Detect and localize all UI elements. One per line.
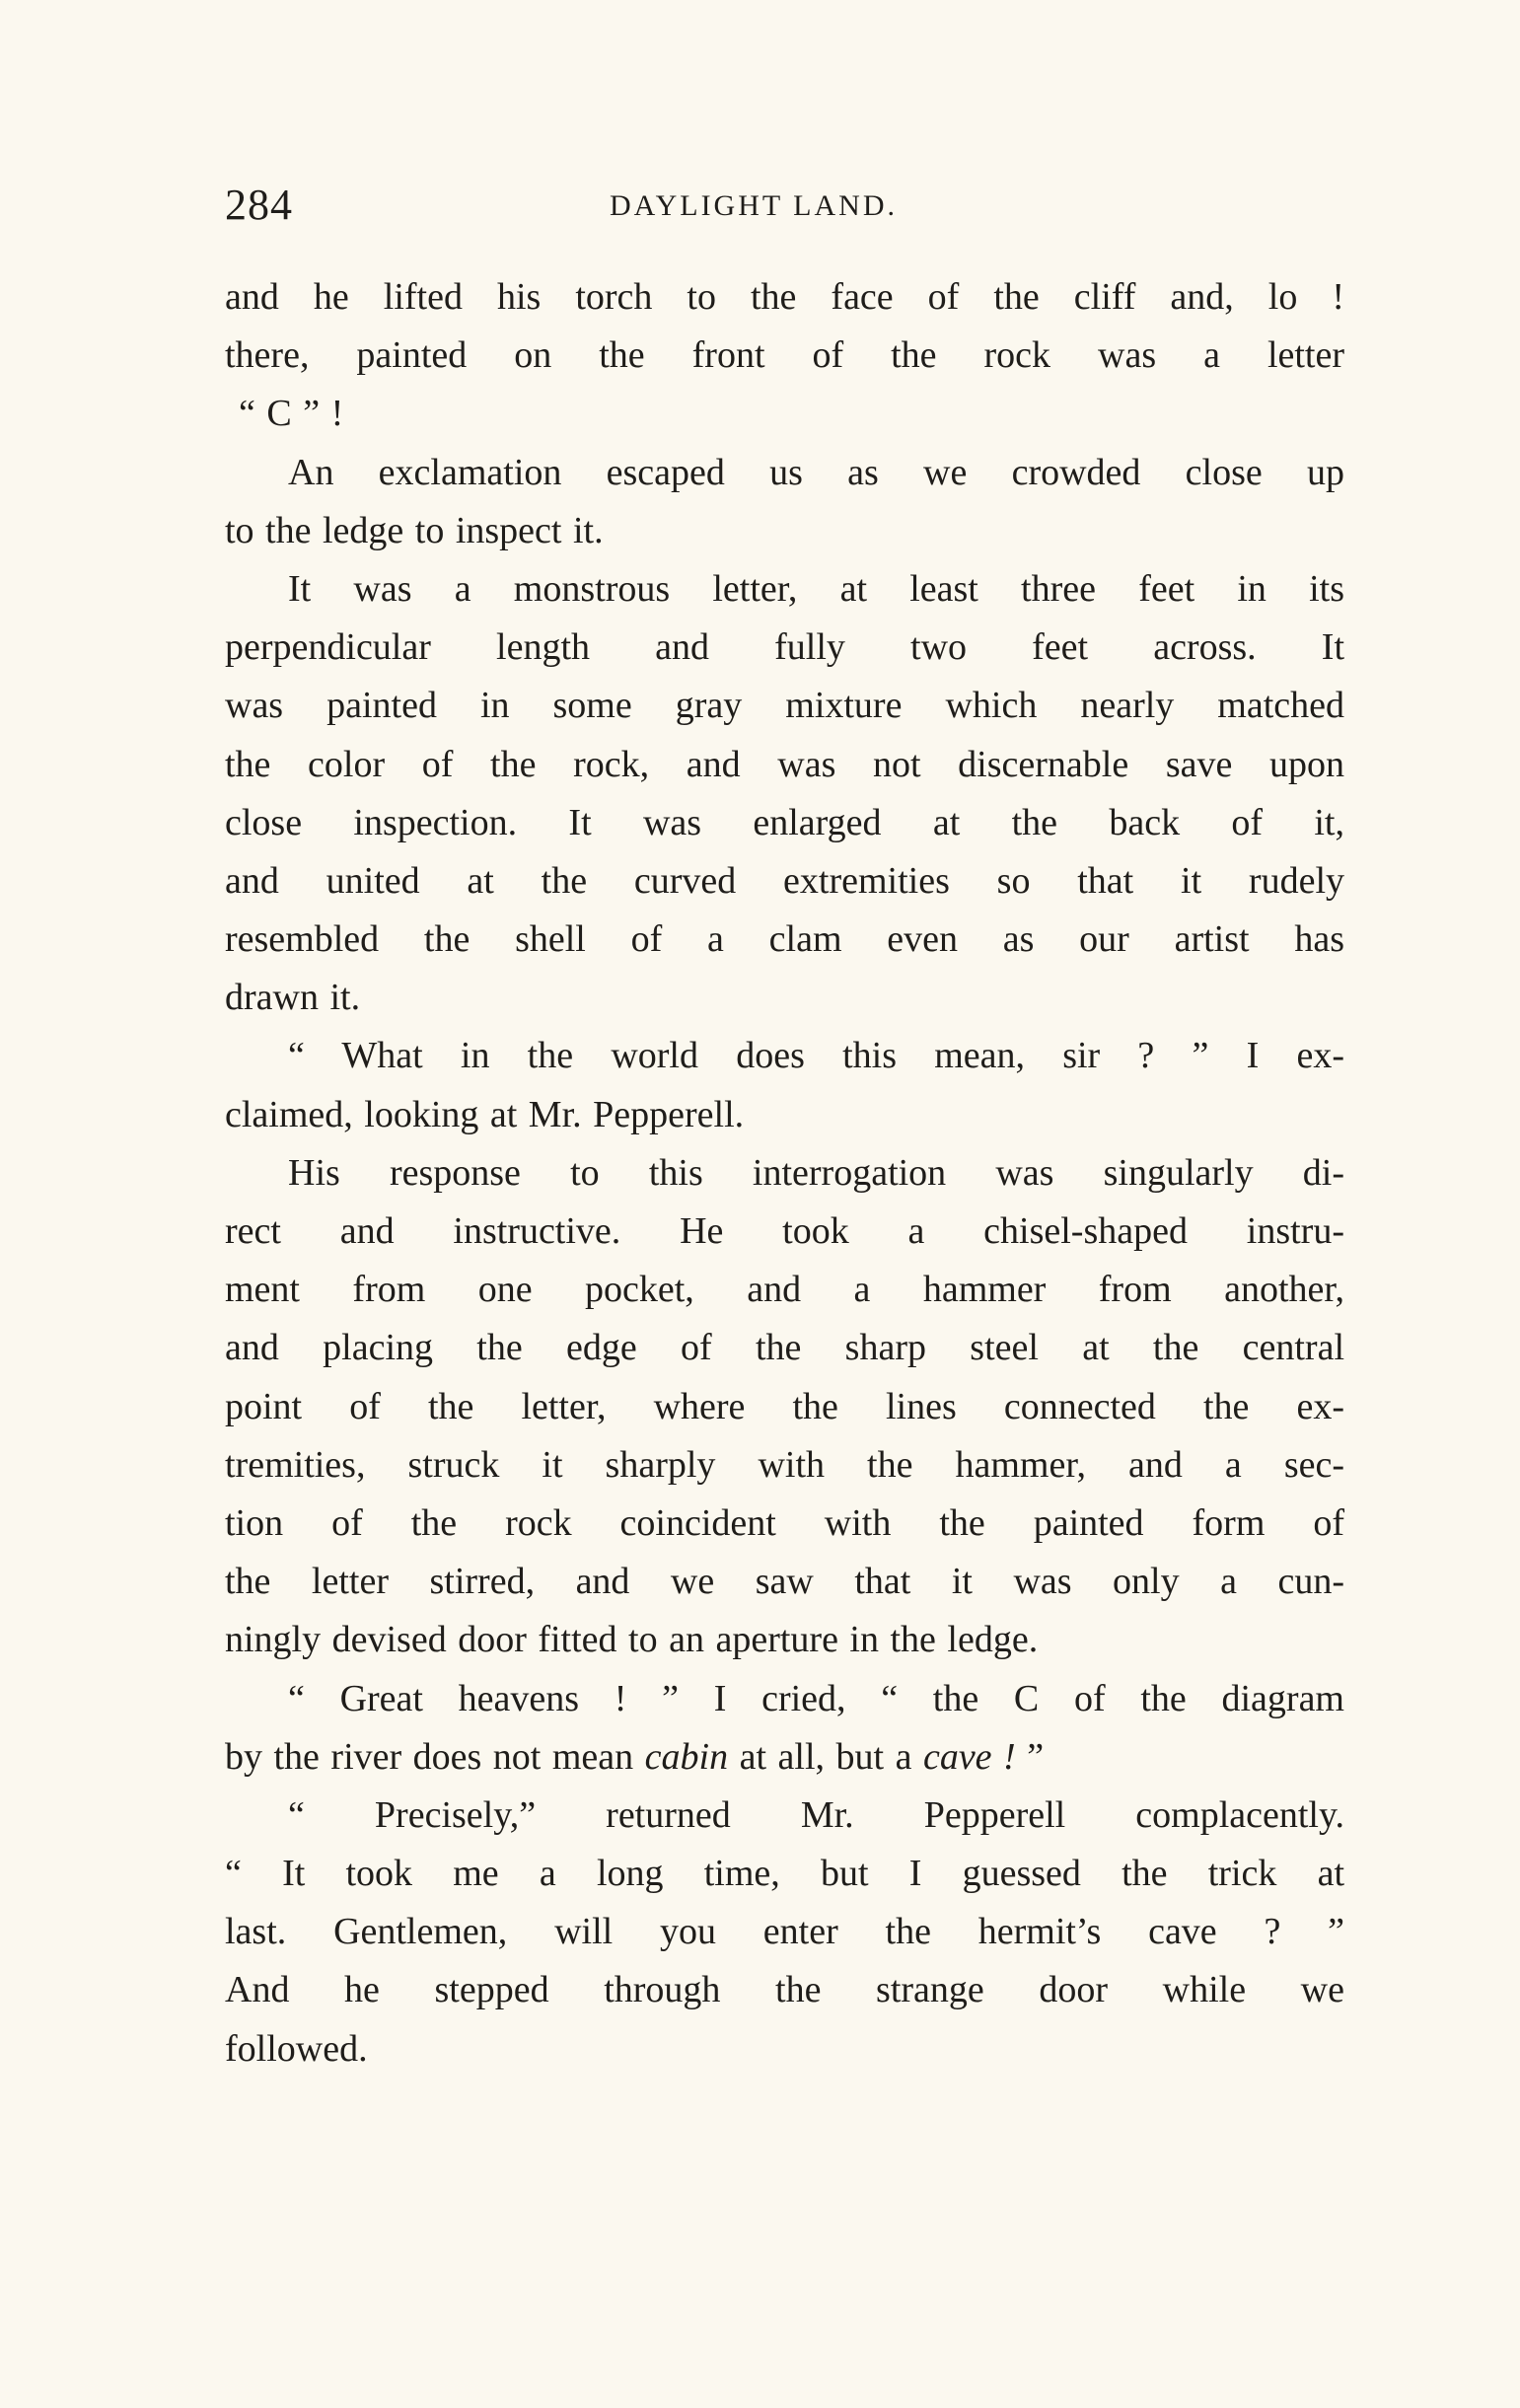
paragraph-start-line: It was a monstrous letter, at least three feet in its	[288, 567, 1344, 610]
text-line: resembled the shell of a clam even as our artist has	[225, 918, 1344, 961]
text-line: tremities, struck it sharply with the hammer, and a sec-	[225, 1443, 1344, 1486]
text-line: and united at the curved extremities so that it rudely	[225, 859, 1344, 902]
text-line: there, painted on the front of the rock was a letter	[225, 334, 1344, 377]
paragraph-start-line: “ Precisely,” returned Mr. Pepperell complacently.	[288, 1793, 1344, 1836]
text-line: the color of the rock, and was not discernable save upon	[225, 743, 1344, 785]
text-segment: ”	[1015, 1735, 1045, 1778]
text-line: claimed, looking at Mr. Pepperell.	[225, 1093, 745, 1135]
paragraph-start-line: An exclamation escaped us as we crowded close up	[288, 451, 1344, 493]
italic-word-cabin: cabin	[644, 1735, 729, 1778]
text-line: to the ledge to inspect it.	[225, 509, 604, 551]
text-line: perpendicular length and fully two feet across. It	[225, 626, 1344, 669]
page-number: 284	[225, 181, 293, 229]
text-line: the letter stirred, and we saw that it was only a cun-	[225, 1561, 1344, 1603]
text-segment: by the river does not mean	[225, 1735, 645, 1778]
running-head: DAYLIGHT LAND.	[610, 189, 898, 222]
paragraph-start-line: “ What in the world does this mean, sir ? ” I ex-	[288, 1035, 1344, 1077]
text-line: “ It took me a long time, but I guessed the trick at	[225, 1853, 1344, 1895]
text-line: drawn it.	[225, 977, 361, 1019]
text-line: ment from one pocket, and a hammer from another,	[225, 1269, 1344, 1311]
text-line: tion of the rock coincident with the painted form of	[225, 1501, 1344, 1544]
text-line: followed.	[225, 2027, 368, 2070]
text-line: and he lifted his torch to the face of the cliff and, lo !	[225, 276, 1344, 318]
paragraph-start-line: “ Great heavens ! ” I cried, “ the C of the diagram	[288, 1677, 1344, 1719]
italic-word-cave: cave !	[922, 1735, 1016, 1778]
text-line: rect and instructive. He took a chisel-shaped instru-	[225, 1210, 1344, 1252]
text-line: was painted in some gray mixture which nearly matched	[225, 685, 1344, 727]
text-line: close inspection. It was enlarged at the back of it,	[225, 801, 1344, 843]
text-line: ningly devised door fitted to an aperture in the ledge.	[225, 1619, 1039, 1661]
paragraph-start-line: His response to this interrogation was singularly di-	[288, 1151, 1344, 1194]
text-segment: at all, but a	[728, 1735, 923, 1778]
text-line: last. Gentlemen, will you enter the hermit’s cave ? ”	[225, 1911, 1344, 1953]
text-line-with-italics	[225, 1728, 1344, 1787]
text-line: And he stepped through the strange door while we	[225, 1969, 1344, 2011]
page-header	[225, 180, 1349, 239]
text-line: and placing the edge of the sharp steel at the central	[225, 1327, 1344, 1369]
body-text	[225, 268, 1344, 2079]
text-line: point of the letter, where the lines connected the ex-	[225, 1385, 1344, 1427]
text-line: “ C ” !	[239, 393, 344, 435]
